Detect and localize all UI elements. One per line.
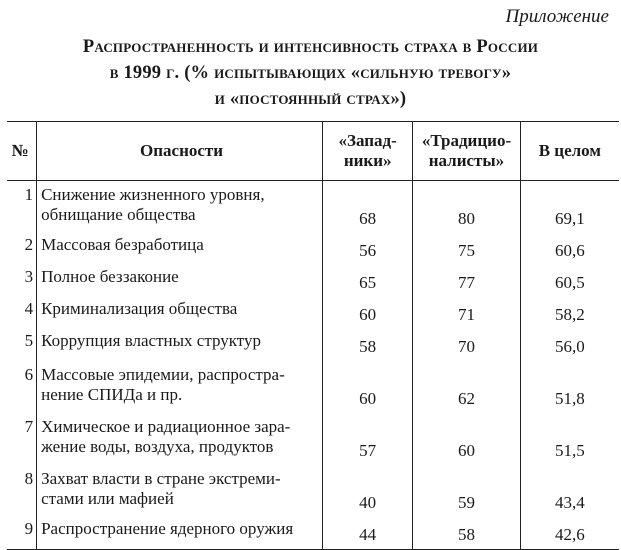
- row-west: 44: [323, 517, 413, 550]
- table-row: [7, 361, 619, 413]
- row-danger-line: Массовая безработица: [41, 235, 204, 254]
- row-trad: 71: [413, 297, 520, 329]
- row-danger: [37, 361, 323, 413]
- row-west: 57: [323, 413, 413, 465]
- row-trad: 77: [413, 265, 520, 297]
- header-total: В целом: [520, 122, 619, 181]
- table-title: [0, 34, 621, 112]
- row-trad: 80: [413, 181, 520, 234]
- row-trad: 58: [413, 517, 520, 550]
- row-danger-line: Полное беззаконие: [41, 267, 179, 286]
- row-west: 40: [323, 465, 413, 517]
- row-danger-line: нение СПИДа и пр.: [41, 385, 183, 404]
- row-total: 60,6: [520, 233, 619, 265]
- row-west: 68: [323, 181, 413, 234]
- row-danger: [37, 465, 323, 517]
- row-trad: 62: [413, 361, 520, 413]
- row-danger: [37, 233, 323, 265]
- table-row: [7, 465, 619, 517]
- row-total: 51,8: [520, 361, 619, 413]
- row-danger-line: Коррупция властных структур: [41, 331, 261, 350]
- row-west: 60: [323, 297, 413, 329]
- row-total: 69,1: [520, 181, 619, 234]
- row-west: 58: [323, 329, 413, 361]
- row-danger: [37, 297, 323, 329]
- row-total: 60,5: [520, 265, 619, 297]
- row-west: 65: [323, 265, 413, 297]
- row-danger-line: стами или мафией: [41, 489, 174, 508]
- row-west: 56: [323, 233, 413, 265]
- header-trad: [413, 122, 520, 181]
- row-total: 51,5: [520, 413, 619, 465]
- row-danger-line: Химическое и радиационное зара-: [41, 417, 291, 436]
- row-west: 60: [323, 361, 413, 413]
- row-trad: 60: [413, 413, 520, 465]
- title-line-3: и «постоянный страх»): [214, 89, 407, 109]
- table-row: [7, 181, 619, 234]
- row-danger-line: жение воды, воздуха, продуктов: [41, 437, 274, 456]
- row-danger-line: Массовые эпидемии, распростра-: [41, 365, 285, 384]
- header-row: [7, 122, 619, 181]
- row-num: 6: [24, 365, 34, 384]
- table-row: [7, 265, 619, 297]
- row-num: 2: [24, 235, 34, 254]
- table-row: [7, 233, 619, 265]
- row-num: 9: [7, 517, 37, 550]
- row-danger-line: обнищание общества: [41, 205, 196, 224]
- title-line-2: в 1999 г. (% испытывающих «сильную тревогу»: [109, 63, 512, 83]
- table-row: [7, 413, 619, 465]
- row-total: 42,6: [520, 517, 619, 550]
- row-total: 43,4: [520, 465, 619, 517]
- header-num: №: [7, 122, 37, 181]
- table-row: [7, 297, 619, 329]
- row-danger-line: Захват власти в стране экстреми-: [41, 469, 281, 488]
- header-west-line-1: «Запад-: [338, 131, 397, 150]
- row-total: 58,2: [520, 297, 619, 329]
- row-total: 56,0: [520, 329, 619, 361]
- row-num: 4: [24, 299, 34, 318]
- row-num: 3: [24, 267, 34, 286]
- header-west: [323, 122, 413, 181]
- row-danger: [37, 181, 323, 234]
- row-trad: 75: [413, 233, 520, 265]
- header-west-line-2: ники»: [343, 151, 392, 170]
- row-danger: [37, 265, 323, 297]
- row-num: 5: [24, 331, 34, 350]
- header-danger: Опасности: [37, 122, 323, 181]
- row-num: 1: [24, 185, 34, 204]
- row-danger: [37, 413, 323, 465]
- row-num: 7: [24, 417, 34, 436]
- row-trad: 70: [413, 329, 520, 361]
- appendix-label: Приложение: [505, 6, 609, 27]
- table-row: [7, 517, 619, 550]
- row-num: 8: [24, 469, 34, 488]
- row-danger-line: Криминализация общества: [41, 299, 238, 318]
- row-danger-line: Снижение жизненного уровня,: [41, 185, 265, 204]
- table-row: [7, 329, 619, 361]
- row-danger: [37, 517, 323, 550]
- header-trad-line-2: налисты»: [428, 151, 505, 170]
- row-danger-line: Распространение ядерного оружия: [41, 519, 294, 538]
- fear-table: [7, 121, 619, 550]
- title-line-1: Распространенность и интенсивность страха в России: [82, 37, 539, 57]
- row-danger: [37, 329, 323, 361]
- row-trad: 59: [413, 465, 520, 517]
- header-trad-line-1: «Традицио-: [421, 131, 512, 150]
